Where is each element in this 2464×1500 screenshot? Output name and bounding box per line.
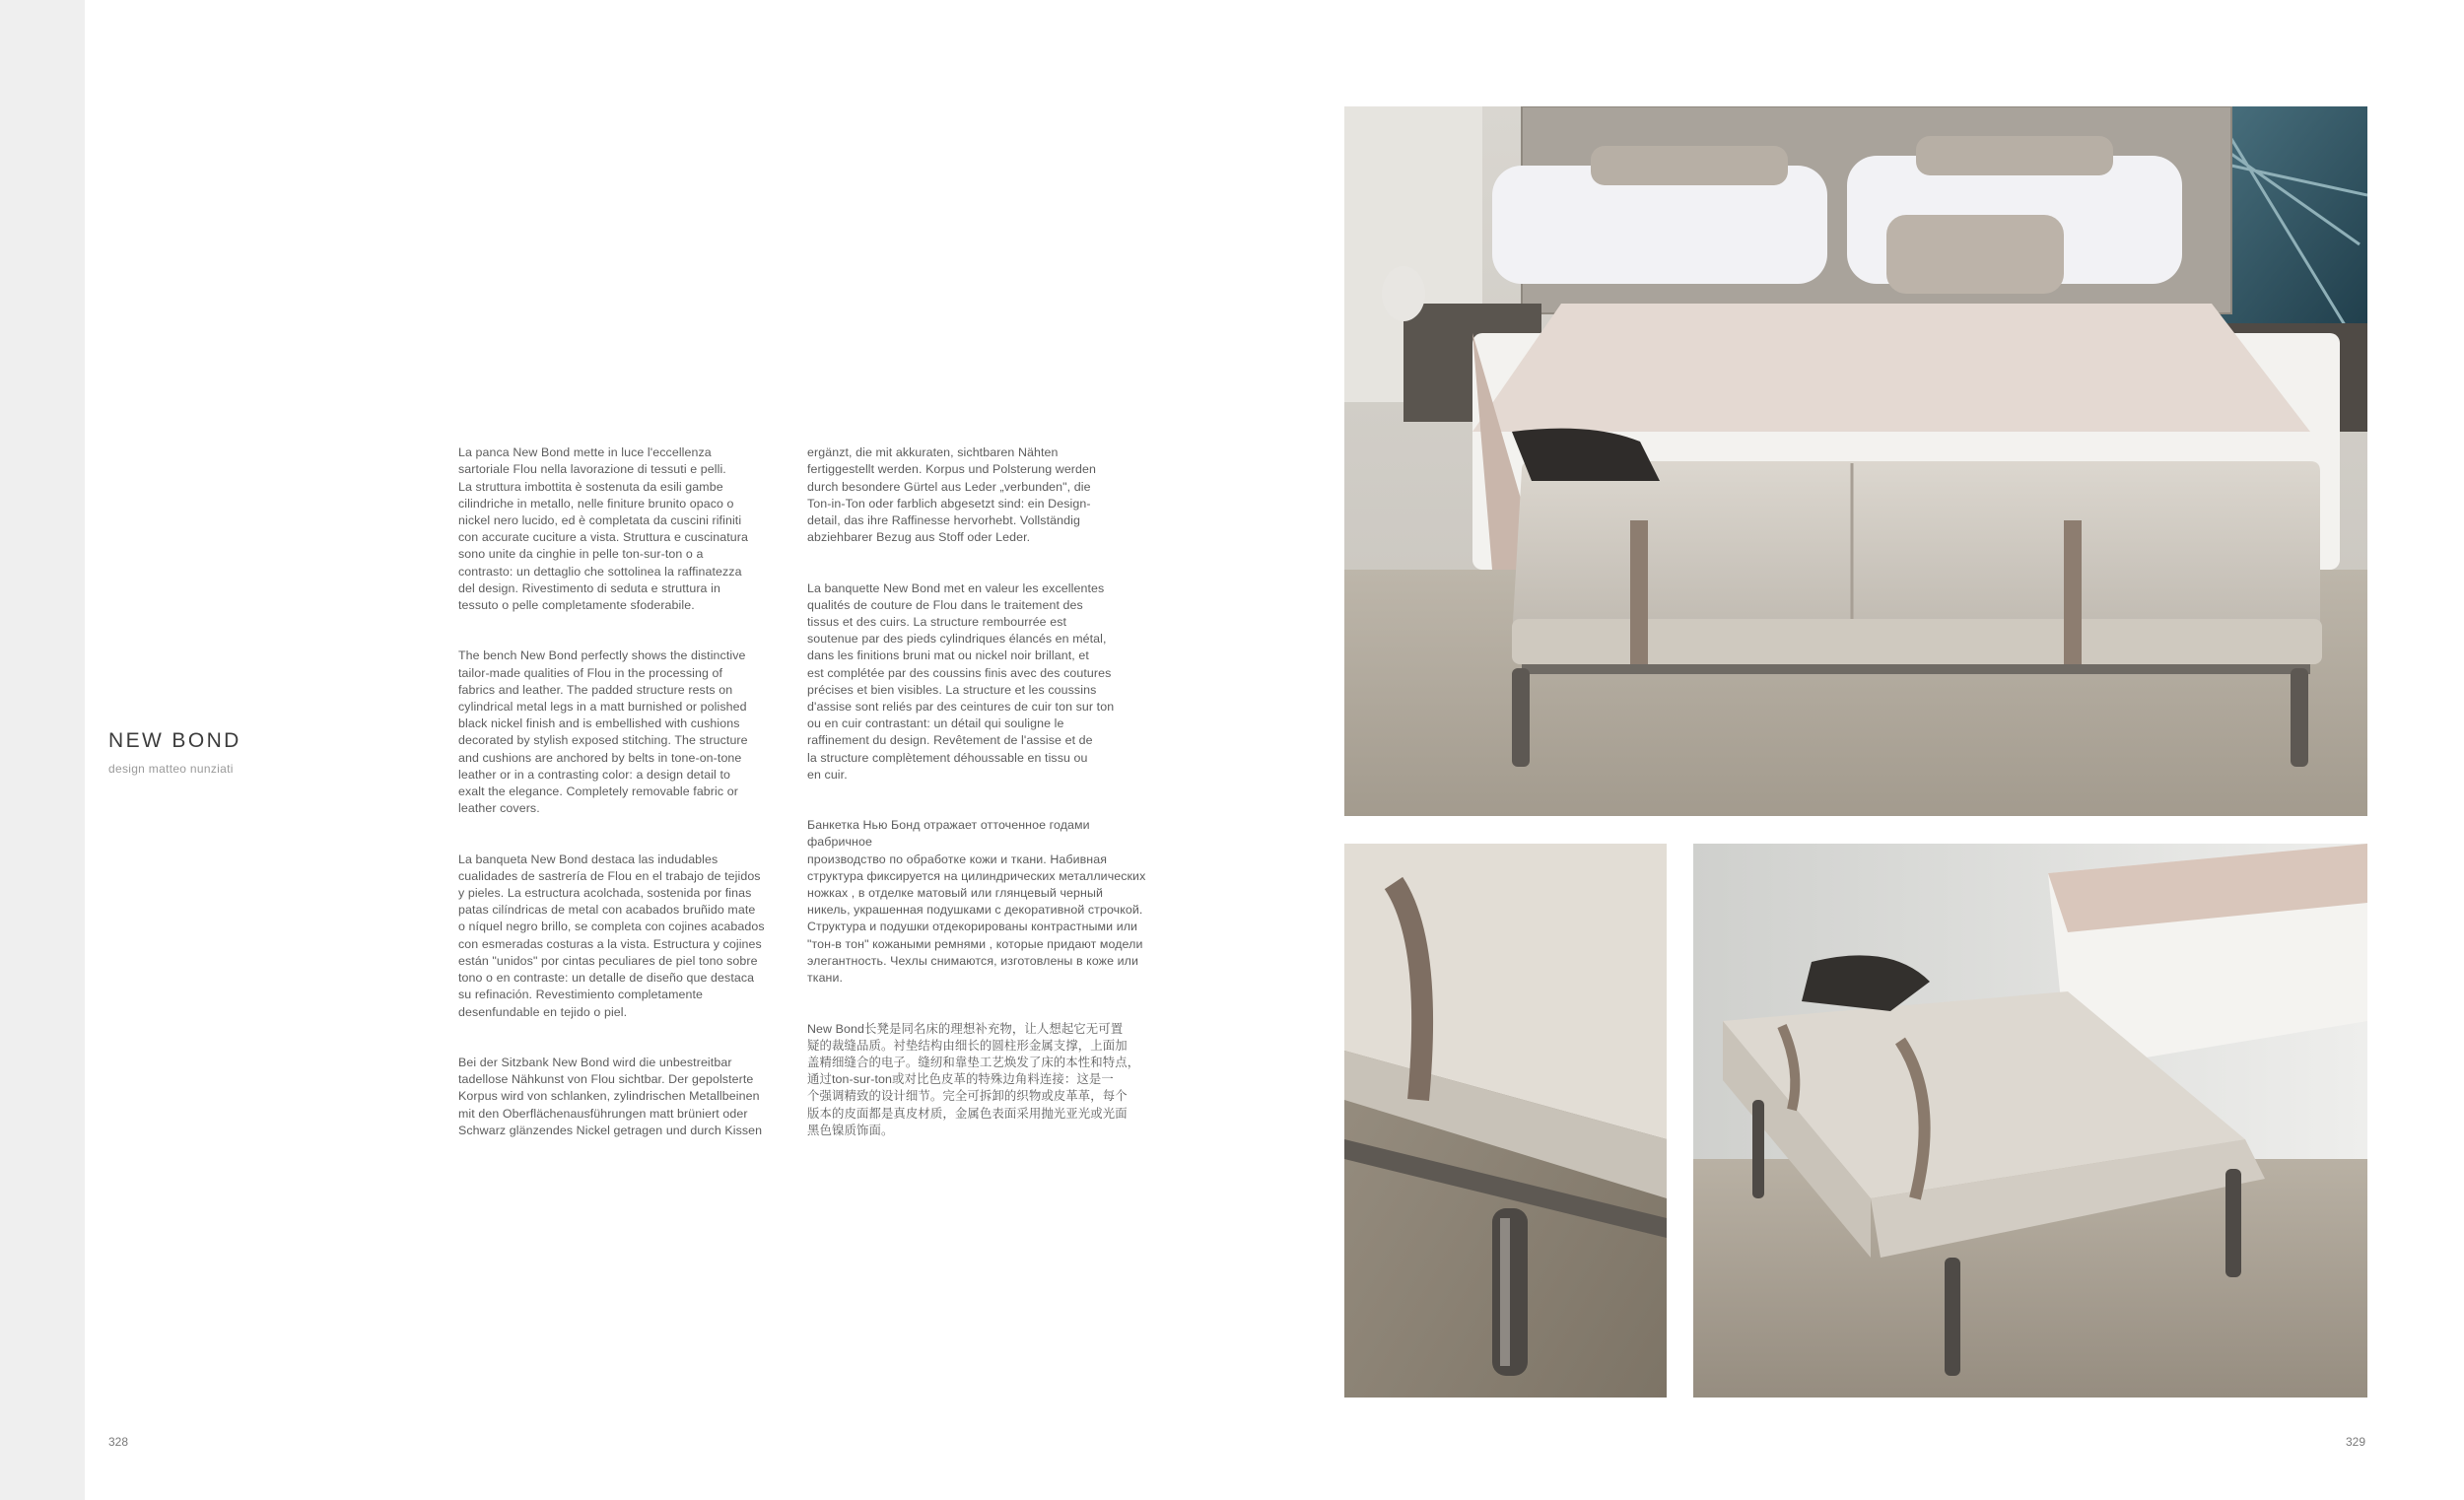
photo-bench-belt-detail	[1344, 844, 1667, 1398]
page-number-right: 329	[2346, 1435, 2366, 1449]
paragraph-english: The bench New Bond perfectly shows the distinctive tailor-made qualities of Flou in the processing of fabrics and leather. The padded structure rests on cylindrical metal legs in a matt burnished or polished black nickel finish and is embellished with cushions decorated by stylish exposed stitching. The structure and cushions are anchored by belts in tone-on-tone leather or in a contrasting color: a design detail to exalt the elegance. Completely removable fabric or leather covers.	[458, 648, 748, 816]
product-title: NEW BOND	[108, 729, 241, 752]
photo-bed-with-bench	[1344, 106, 2367, 816]
text-column-left	[458, 428, 793, 1173]
paragraph-german-end: ergänzt, die mit akkuraten, sichtbaren Nähten fertiggestellt werden. Korpus und Polsterung werden durch besondere Gürtel aus Leder „verbunden", die Ton-in-Ton oder farblich abgesetzt sind: ein Design- detail, das ihre Raffinesse hervorhebt. Vollständig abziehbarer Bezug aus Stoff oder Leder.	[807, 445, 1097, 545]
text-column-right	[807, 428, 1147, 1173]
paragraph-russian: Банкетка Нью Бонд отражает отточенное годами фабричное производство по обработке кожи и ткани. Набивная структура фиксируется на цилиндрических металлических ножках , в отделке матовый или глянцевый черный никель, украшенная подушками с декоративной строчкой. Структура и подушки отдекорированы контрастными или "тон-в тон" кожаными ремнями , которые придают модели элегантность. Чехлы снимаются, изготовлены в коже или ткани.	[807, 818, 1146, 986]
paragraph-spanish: La banqueta New Bond destaca las indudables cualidades de sastrería de Flou en el trabajo de tejidos y pieles. La estructura acolchada, sostenida por finas patas cilíndricas de metal con acabados bruñido mate o níquel negro brillo, se completa con cojines acabados con esmeradas costuras a la vista. Estructura y cojines están "unidos" por cintas peculiares de piel tono sobre tono o en contraste: un detalle de diseño que destaca su refinación. Revestimiento completamente desenfundable en tejido o piel.	[458, 852, 765, 1019]
paragraph-italian: La panca New Bond mette in luce l'eccellenza sartoriale Flou nella lavorazione di tessuti e pelli. La struttura imbottita è sostenuta da esili gambe cilindriche in metallo, nelle finiture brunito opaco o nickel nero lucido, ed è completata da cuscini rifiniti con accurate cuciture a vista. Struttura e cuscinatura sono unite da cinghie in pelle ton-sur-ton o a contrasto: un dettaglio che sottolinea la raffinatezza del design. Rivestimento di seduta e struttura in tessuto o pelle completamente sfoderabile.	[458, 445, 748, 613]
paragraph-german-start: Bei der Sitzbank New Bond wird die unbestreitbar tadellose Nähkunst von Flou sichtbar. Der gepolsterte Korpus wird von schlanken, zylindrischen Metallbeinen mit den Oberflächenausführungen matt brüniert oder Schwarz glänzendes Nickel getragen und durch Kissen	[458, 1055, 763, 1137]
page-number-left: 328	[108, 1435, 129, 1449]
designer-credit: design matteo nunziati	[108, 762, 234, 776]
photo-bench-angle-view	[1693, 844, 2367, 1398]
paragraph-french: La banquette New Bond met en valeur les excellentes qualités de couture de Flou dans le traitement des tissus et des cuirs. La structure rembourrée est soutenue par des pieds cylindriques élancés en métal, dans les finitions bruni mat ou nickel noir brillant, et est complétée par des coussins finis avec des coutures précises et bien visibles. La structure et les coussins d'assise sont reliés par des ceintures de cuir ton sur ton ou en cuir contrastant: un détail qui souligne le raffinement du design. Revêtement de l'assise et de la structure complètement déhoussable en tissu ou en cuir.	[807, 580, 1115, 782]
paragraph-chinese: New Bond长凳是同名床的理想补充物，让人想起它无可置 疑的裁缝品质。衬垫结构由细长的圆柱形金属支撑，上面加 盖精细缝合的电子。缝纫和靠垫工艺焕发了床的本性和特点， 通过ton-sur-ton或对比色皮革的特殊边角料连接：这是一 个强调精致的设计细节。完全可拆卸的织物或皮革革，每个 版本的皮面都是真皮材质，金属色表面采用抛光亚光或光面 黑色镍质饰面。	[807, 1021, 1140, 1137]
binding-strip	[0, 0, 85, 1500]
